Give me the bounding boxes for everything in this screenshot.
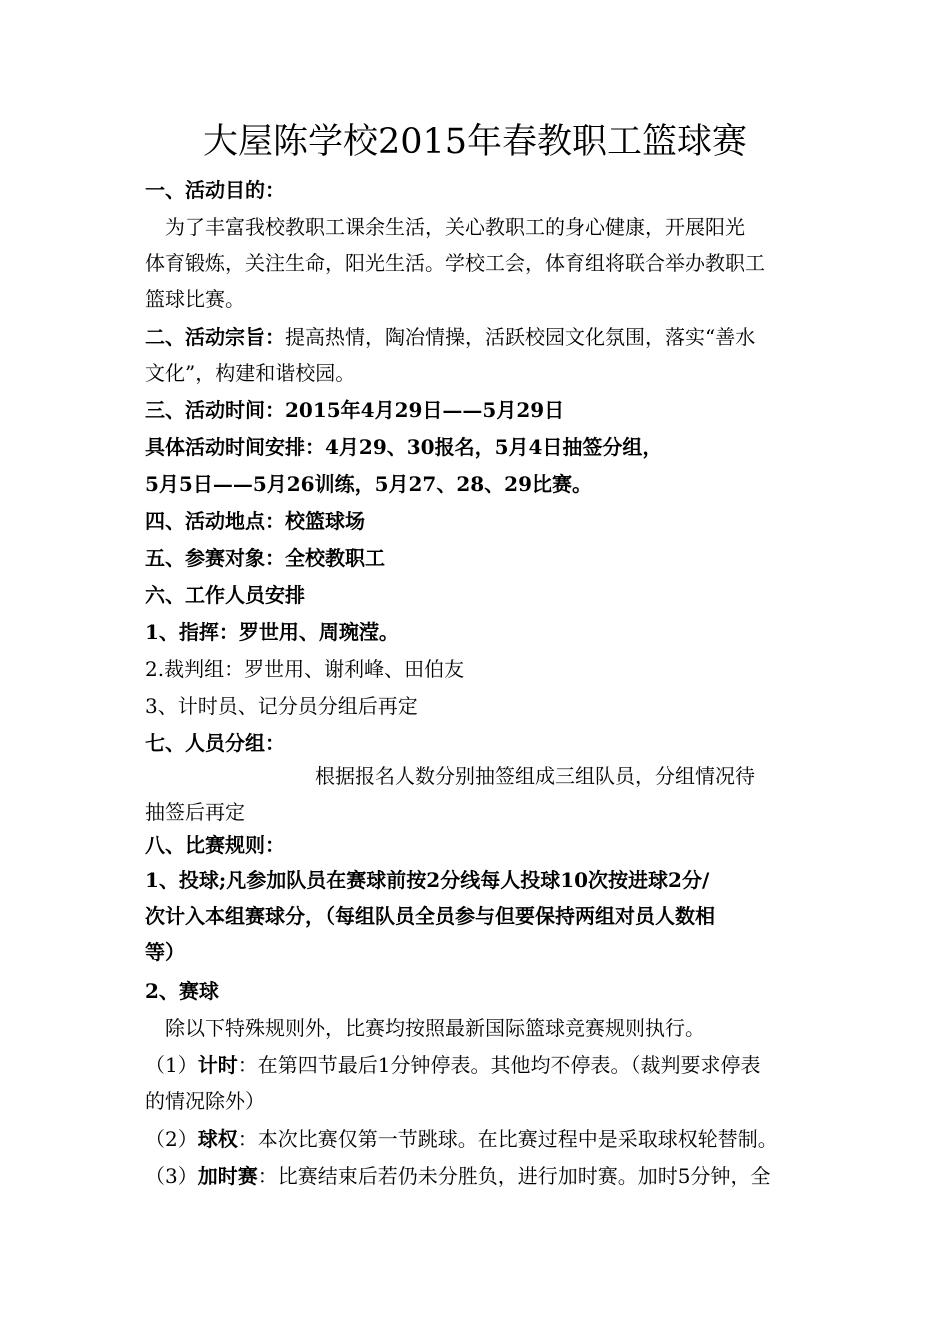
- section-8-rule-2-heading: 2、赛球: [145, 979, 219, 1003]
- section-4-location: 四、活动地点：校篮球场: [145, 509, 365, 533]
- section-1-heading: 一、活动目的：: [145, 178, 285, 202]
- rule-timing-label: 计时: [197, 1053, 238, 1077]
- section-5-participants: 五、参赛对象：全校教职工: [145, 546, 385, 570]
- section-3-schedule-1: 具体活动时间安排：4月29、30报名，5月4日抽签分组，: [145, 435, 663, 459]
- rule-timing-prefix: （1）: [145, 1053, 198, 1077]
- section-3-time: 三、活动时间：2015年4月29日——5月29日: [145, 398, 565, 422]
- rule-possession-label: 球权: [197, 1127, 238, 1151]
- section-7-heading: 七、人员分组：: [145, 731, 285, 755]
- rule-timing-text: ：在第四节最后1分钟停表。其他均不停表。（裁判要求停表: [237, 1053, 761, 1077]
- rule-overtime-text: ：比赛结束后若仍未分胜负，进行加时赛。加时5分钟，全: [257, 1164, 771, 1188]
- rule-timing: [145, 1047, 810, 1119]
- section-8-heading: 八、比赛规则：: [145, 833, 285, 857]
- rule-timing-line-2: 的情况除外）: [145, 1089, 265, 1113]
- section-6-item-2: 2.裁判组：罗世用、谢利峰、田伯友: [145, 657, 465, 681]
- rule-2-intro: 除以下特殊规则外，比赛均按照最新国际篮球竞赛规则执行。: [165, 1016, 705, 1040]
- section-2-text-1: 提高热情，陶冶情操，活跃校园文化氛围，落实“善水: [285, 325, 756, 349]
- rule-overtime-label: 加时赛: [197, 1164, 258, 1188]
- rule-1-line-2: 次计入本组赛球分，（每组队员全员参与但要保持两组对员人数相: [145, 904, 715, 928]
- rule-1-line-3: 等）: [145, 940, 185, 964]
- section-1-line-3: 篮球比赛。: [145, 287, 245, 311]
- rule-possession-text: ：本次比赛仅第一节跳球。在比赛过程中是采取球权轮替制。: [237, 1127, 778, 1151]
- rule-possession: [145, 1121, 810, 1157]
- section-2-line-2: 文化”，构建和谐校园。: [145, 361, 356, 385]
- section-2-line-1: [145, 319, 810, 355]
- rule-possession-prefix: （2）: [145, 1127, 198, 1151]
- section-2: [145, 319, 810, 391]
- section-7-line-1: 根据报名人数分别抽签组成三组队员，分组情况待: [315, 764, 755, 788]
- section-1-body: [145, 209, 810, 317]
- document-title: 大屋陈学校2015年春教职工篮球赛: [202, 122, 748, 162]
- section-2-label: 二、活动宗旨：: [145, 325, 285, 349]
- section-6-item-3: 3、计时员、记分员分组后再定: [145, 694, 418, 718]
- section-6-heading: 六、工作人员安排: [145, 583, 305, 607]
- section-1-line-1: 为了丰富我校教职工课余生活，关心教职工的身心健康，开展阳光: [165, 215, 745, 239]
- section-1-line-2: 体育锻炼，关注生命，阳光生活。学校工会，体育组将联合举办教职工: [145, 251, 765, 275]
- section-3-schedule-2: 5月5日——5月26训练，5月27、28、29比赛。: [145, 472, 592, 496]
- section-8-rule-2-intro-wrap: [145, 1010, 810, 1046]
- section-7-body: [145, 758, 810, 830]
- rule-timing-line-1: [145, 1047, 810, 1083]
- rule-1-line-1: 1、投球;凡参加队员在赛球前按2分线每人投球10次按进球2分/: [145, 868, 710, 892]
- section-6-item-1: 1、指挥：罗世用、周琬滢。: [145, 620, 399, 644]
- section-8-rule-1: [145, 862, 810, 970]
- section-7-line-2: 抽签后再定: [145, 800, 245, 824]
- rule-overtime: [145, 1158, 810, 1194]
- rule-overtime-prefix: （3）: [145, 1164, 198, 1188]
